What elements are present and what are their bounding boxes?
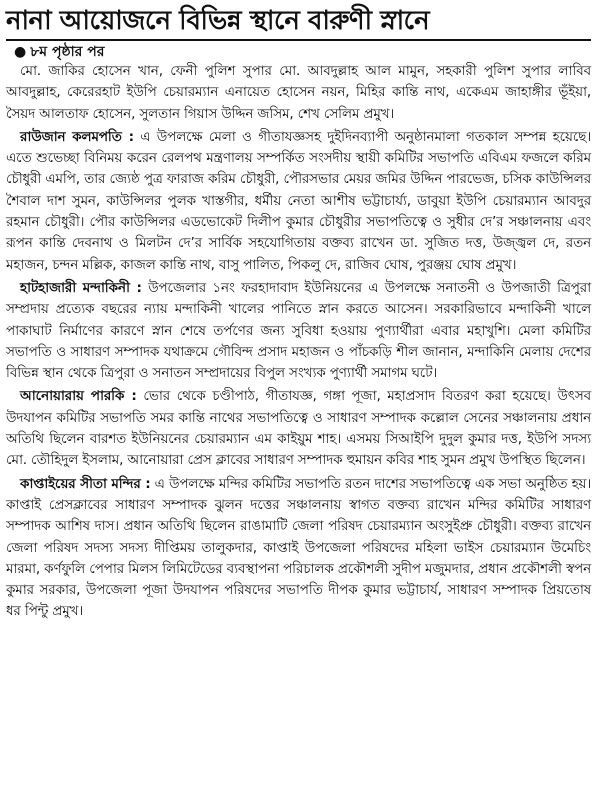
section-text-kaptai: এ উপলক্ষে মন্দির কমিটির সভাপতি রতন দাশের সভাপতিত্বে এক সভা অনুষ্ঠিত হয়। কাপ্তাই প্রেসক্লাবের সাধারণ সম্পাদক ঝুলন দত্তের সঞ্চালনায় স্বাগত বক্তব্য রাখেন মন্দির কমিটির সাধারণ সম্পাদক আশিষ দাস। প্রধান অতিথি ছিলেন রাঙামাটি জেলা পরিষদ চেয়ারম্যান অংসুইপ্রু চৌধুরী। বক্তব্য রাখেন জেলা পরিষদ সদস্য সদস্য দীপ্তিময় তালুকদার, কাপ্তাই উপজেলা পরিষদের মহিলা ভাইস চেয়ারম্যান উমেচিং মারমা, কর্ণফুলি পেপার মিলস লিমিটেডের ব্যবস্থাপনা পরিচালক প্রকৌশলী সুদীপ মজুমদার, প্রধান প্রকৌশলী স্বপন কুমার সরকার, উপজেলা পূজা উদযাপন পরিষদের সভাপতি দীপক কুমার ভট্টাচার্য, সাধারণ সম্পাদক প্রিয়তোষ ধর পিন্টু প্রমুখ। <box>6 475 591 620</box>
intro-paragraph: মো. জাকির হোসেন খান, ফেনী পুলিশ সুপার মো. আবদুল্লাহ আল মামুন, সহকারী পুলিশ সুপার লাবিব আবদুল্লাহ, কেরেরহাট ইউপি চেয়ারম্যান এনায়েত হোসেন নয়ন, মিহির কান্তি নাথ, একেএম জাহাঙ্গীর ভূঁইয়া, সৈয়দ আলতাফ হোসেন, সুলতান গিয়াস উদ্দিন জসিম, শেখ সেলিম প্রমুখ। <box>6 63 591 122</box>
section-lead-raozan: রাউজান কলমপতি : <box>20 128 134 145</box>
section-text-anowara: ভোর থেকে চণ্ডীপাঠ, গীতাযজ্ঞ, গঙ্গা পূজা, মহাপ্রসাদ বিতরণ করা হয়েছে। উৎসব উদযাপন কমিটির সভাপতি সমর কান্তি নাথের সভাপতিত্বে ও সাধারণ সম্পাদক কল্লোল সেনের সঞ্চালনায় প্রধান অতিথি ছিলেন বারশত ইউনিয়নের চেয়ারম্যান এম কাইয়ুম শাহ। এসময় সিআইপি দুদুল কুমার দত্ত, ইউপি সদস্য মো. তৌহিদুল ইসলাম, আনোয়ারা প্রেস ক্লাবের সাধারণ সম্পাদক হুমায়ন কবির শাহ সুমন প্রমুখ উপস্থিত ছিলেন। <box>6 388 591 469</box>
section-paragraph-hathazari <box>6 278 591 384</box>
headline-rule <box>6 39 591 41</box>
section-lead-anowara: আনোয়ারায় পারকি : <box>20 388 137 405</box>
bullet-icon: ● <box>14 44 27 60</box>
continued-marker <box>6 43 591 61</box>
section-paragraph-raozan <box>6 127 591 276</box>
section-text-raozan: এ উপলক্ষে মেলা ও গীতাযজ্ঞসহ দুইদিনব্যাপী অনুষ্ঠানমালা গতকাল সম্পন্ন হয়েছে। এতে শুভেচ্ছা বিনিময় করেন রেলপথ মন্ত্রণালয় সম্পর্কিত সংসদীয় স্থায়ী কমিটির সভাপতি এবিএম ফজলে করিম চৌধুরী এমপি, তার জ্যেষ্ঠ পুত্র ফারাজ করিম চৌধুরী, পৌরসভার মেয়র জমির উদ্দিন পারভেজ, চসিক কাউন্সিলর শৈবাল দাশ সুমন, কাউন্সিলর পুলক খাস্তগীর, ধর্মীয় নেতা আশীষ ভট্টাচার্য্য, ডাবুয়া ইউপি চেয়ারম্যান আবদুর রহমান চৌধুরী। পৌর কাউন্সিলর এডভোকেট দিলীপ কুমার চৌধুরীর সভাপতিত্বে ও সুধীর দে’র সঞ্চালনায় এবং রূপন কান্তি দেবনাথ ও মিলটন দে’র সার্বিক সহযোগিতায় বক্তব্য রাখেন ডা. সুজিত দত্ত, উজ্জ্বল দে, রতন মহাজন, চন্দন মল্লিক, কাজল কান্তি নাথ, বাসু পালিত, পিকলু দে, রাজিব ঘোষ, পুরঞ্জয় ঘোষ প্রমুখ। <box>6 128 592 273</box>
section-paragraph-kaptai <box>6 474 591 623</box>
headline: নানা আয়োজনে বিভিন্ন স্থানে বারুণী স্নানে <box>6 6 430 36</box>
section-text-hathazari: উপজেলার ১নং ফরহাদাবাদ ইউনিয়নের এ উপলক্ষে সনাতনী ও উপজাতী ত্রিপুরা সম্প্রদায় প্রত্যেক বছরের ন্যায় মন্দাকিনী খালের পানিতে স্নান করতে আসেন। সরকারিভাবে মন্দাকিনী খালে পাকাঘাট নির্মাণের কারণে স্নান শেষে তর্পণের জন্য সুবিধা হওয়ায় পুণ্যার্থীরা এবার মহাখুশি। মেলা কমিটির সভাপতি ও সাধারণ সম্পাদক যথাক্রমে গৌবিন্দ প্রসাদ মহাজন ও পাঁচকড়ি শীল জানান, মন্দাকিনি মেলায় দেশের বিভিন্ন স্থান থেকে ত্রিপুরা ও সনাতন সম্প্রদায়ের বিপুল সংখ্যক পুণ্যার্থী সমাগম ঘটে। <box>6 279 591 382</box>
continued-label: ৮ম পৃষ্ঠার পর <box>30 44 105 60</box>
section-lead-kaptai: কাপ্তাইয়ের সীতা মন্দির : <box>20 475 151 492</box>
section-lead-hathazari: হাটহাজারী মন্দাকিনী : <box>20 279 142 296</box>
section-paragraph-anowara <box>6 386 591 471</box>
